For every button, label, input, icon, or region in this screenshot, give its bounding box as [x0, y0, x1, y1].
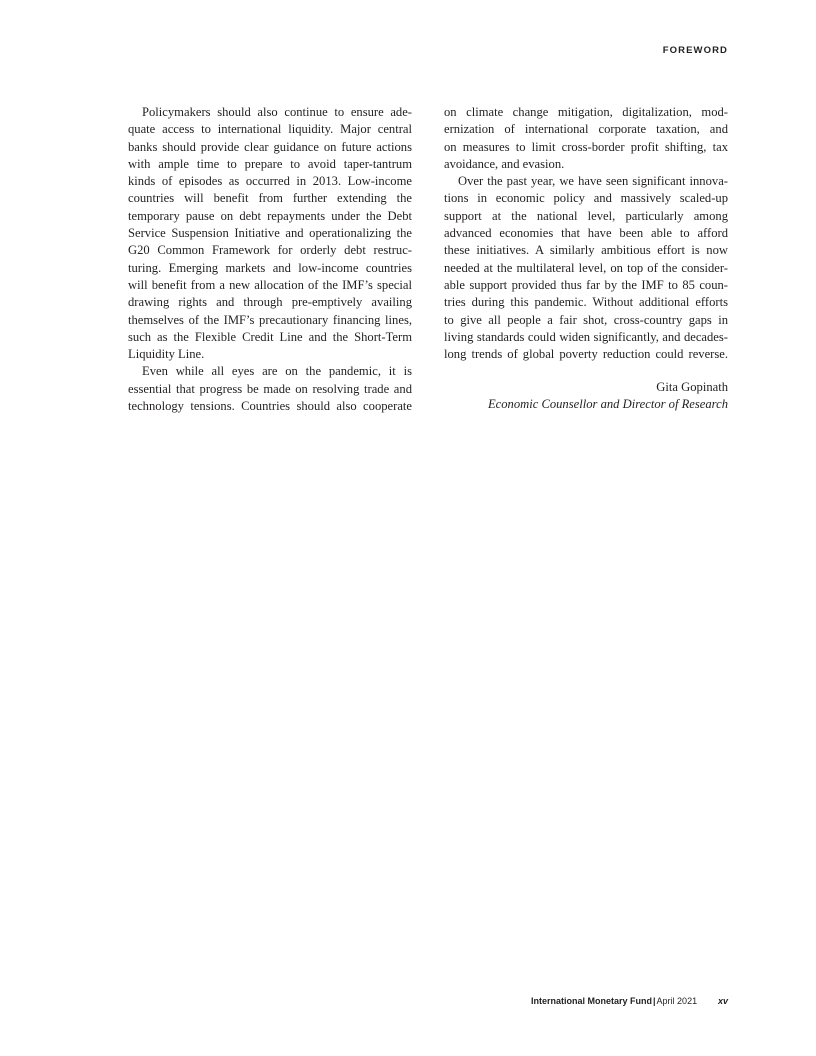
- text-line: living standards could widen significantly, and decades-: [444, 329, 728, 344]
- text-line: ernization of international corporate taxation, and: [444, 122, 728, 137]
- text-line: Even while all eyes are on the pandemic, it is: [142, 364, 412, 379]
- text-line: Liquidity Line.: [128, 347, 205, 362]
- text-line: on measures to limit cross-border profit shifting, tax: [444, 139, 728, 154]
- text-line: G20 Common Framework for orderly debt restruc-: [128, 243, 412, 258]
- text-line: support at the national level, particularly among: [444, 208, 728, 223]
- signature-name: Gita Gopinath: [656, 380, 728, 394]
- text-line: such as the Flexible Credit Line and the Short-Term: [128, 329, 412, 344]
- paragraph: [444, 173, 728, 363]
- running-footer: [531, 996, 697, 1006]
- signature-block: [488, 379, 728, 414]
- text-line: turing. Emerging markets and low-income countries: [128, 260, 412, 275]
- text-line: will benefit from a new allocation of the IMF’s special: [128, 277, 412, 292]
- footer-date: April 2021: [656, 996, 698, 1006]
- footer-separator: |: [653, 996, 656, 1006]
- text-line: essential that progress be made on resolving trade and: [128, 381, 412, 396]
- text-line: needed at the multilateral level, on top of the consider-: [444, 260, 728, 275]
- text-line: banks should provide clear guidance on future actions: [128, 139, 412, 154]
- text-line: advanced economies that have been able to afford: [444, 226, 728, 241]
- text-line: tions in economic policy and massively scaled-up: [444, 191, 728, 206]
- signature-title: Economic Counsellor and Director of Research: [487, 397, 728, 412]
- running-header: FOREWORD: [662, 45, 728, 56]
- text-line: Service Suspension Initiative and operationalizing the: [128, 226, 412, 241]
- text-line: with ample time to prepare to avoid taper-tantrum: [128, 156, 412, 171]
- text-line: technology tensions. Countries should also cooperate: [128, 399, 412, 414]
- text-line: quate access to international liquidity. Major central: [128, 122, 412, 137]
- text-line: to give all people a fair shot, cross-country gaps in: [444, 312, 728, 327]
- text-line: themselves of the IMF’s precautionary financing lines,: [128, 312, 412, 327]
- page-number: xv: [717, 996, 728, 1006]
- text-line: temporary pause on debt repayments under the Debt: [128, 208, 412, 223]
- left-column: [128, 104, 412, 415]
- text-line: drawing rights and through pre-emptively availing: [128, 295, 412, 310]
- text-line: countries will benefit from further extending the: [128, 191, 412, 206]
- right-column: [444, 104, 728, 363]
- text-line: able support provided thus far by the IMF to 85 coun-: [444, 277, 728, 292]
- footer-organization: International Monetary Fund: [531, 996, 653, 1006]
- paragraph: [128, 363, 412, 415]
- text-line: tries during this pandemic. Without additional efforts: [444, 295, 728, 310]
- text-line: on climate change mitigation, digitalization, mod-: [444, 105, 728, 119]
- text-line: these initiatives. A similarly ambitious effort is now: [444, 243, 728, 258]
- paragraph: [444, 104, 728, 173]
- text-line: kinds of episodes as occurred in 2013. Low-income: [128, 174, 412, 189]
- text-line: avoidance, and evasion.: [444, 156, 565, 171]
- paragraph: [128, 104, 412, 363]
- text-line: Over the past year, we have seen significant innova-: [458, 174, 728, 189]
- text-line: Policymakers should also continue to ensure ade-: [142, 105, 412, 119]
- text-line: long trends of global poverty reduction could reverse.: [444, 347, 728, 362]
